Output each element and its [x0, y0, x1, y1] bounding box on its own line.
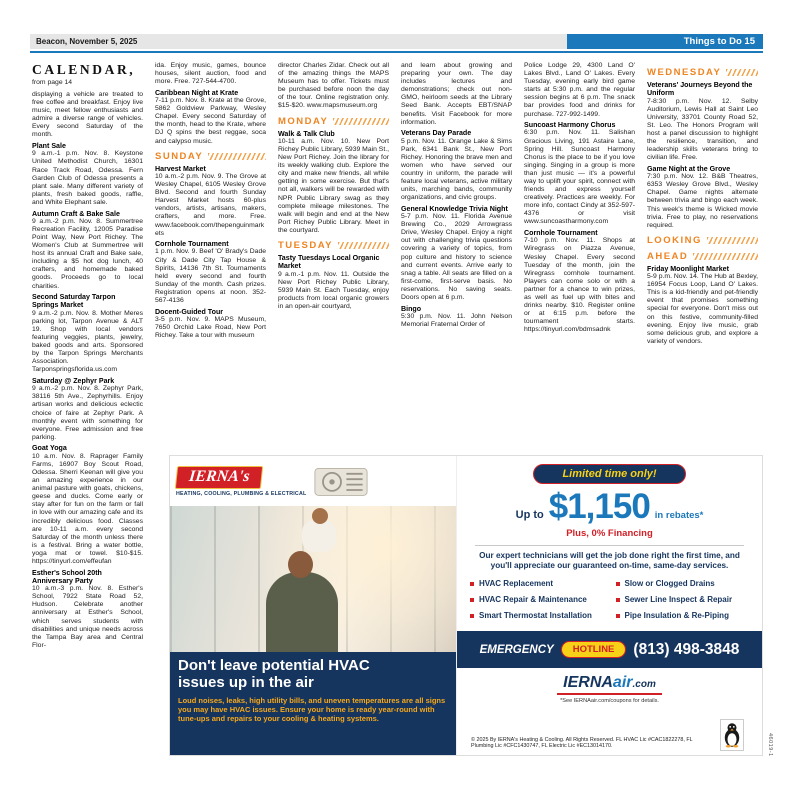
event-details: 10-11 a.m. Nov. 10. New Port Richey Public Library, 5939 Main St., New Port Richey. Join the library for its weekly walking club. Explore the city and make new friends, all while getting in some exercise. But that's not all, walkers will be rewarded with NPR Public Library swag as they complete mileage milestones. The walk will begin and end at the New Port Richey Public Library. Meet in the courtyard.: [278, 137, 389, 234]
rebate-amount: $1,150: [548, 487, 650, 526]
section-heading-looking: [647, 235, 758, 246]
hotline-badge: HOTLINE: [561, 641, 627, 658]
print-job-number: 46019-1: [767, 733, 773, 757]
continued-text: director Charles Zidar. Check out all of the amazing things the MAPS Museum has to offer. Tickets must be purchased before noon the day of the tour. Online registration only. $15-$20. www.mapsmuseum.org: [278, 62, 389, 110]
event-title-plant-sale: Plant Sale: [32, 142, 66, 151]
rebate-offer: [467, 487, 752, 527]
hatch-decoration: [338, 242, 389, 249]
hatch-decoration: [726, 69, 758, 76]
event-details: 5:30 p.m. Nov. 11. John Nelson Memorial Fraternal Order of: [401, 312, 512, 329]
calendar-column-3: [278, 62, 389, 452]
photo-parent-figure: [266, 572, 338, 652]
section-heading-sunday: [155, 151, 266, 162]
ierna-logo-band: [170, 456, 456, 506]
calendar-column-6: [647, 62, 758, 452]
event-details: 3-5 p.m. Nov. 9. MAPS Museum, 7650 Orchid Lake Road, New Port Richey. Take a tour with museum: [155, 315, 266, 340]
calendar-column-2: [155, 62, 266, 452]
event-details: 7-11 p.m. Nov. 8. Krate at the Grove, 5862 Goldview Parkway, Wesley Chapel. Every second Saturday of the month, head to the Krate, where DJ Q spins the best reggae, soca and calypso music.: [155, 97, 266, 145]
calendar-continued-label: from page 14: [32, 79, 73, 86]
section-label: AHEAD: [647, 250, 689, 262]
family-photo: [170, 506, 456, 652]
event-details: 5-9 p.m. Nov. 14. The Hub at Bexley, 16954 Focus Loop, Land O' Lakes. This is a kid-friendly and pet-friendly event that promises something special for everyone. Don't miss out on this festive, community-filled evening. Enjoy live music, grab some delicious grub, and explore a variety of vendors.: [647, 273, 758, 345]
continued-text: Police Lodge 29, 4300 Land O' Lakes Blvd., Land O' Lakes. Every Tuesday, evening early bird game starts at 5:30 p.m. and the regular session begins at 6 p.m. The snack bar provides food and drinks for purchase. 727-992-1499.: [524, 62, 635, 118]
section-heading-ahead: [647, 251, 758, 262]
photo-child-head: [312, 508, 328, 524]
event-title-second-saturday-tarpon-springs-market: Second Saturday Tarpon Springs Market: [32, 293, 116, 310]
page-header: [30, 34, 763, 49]
event-title-autumn-craft-bake-sale: Autumn Craft & Bake Sale: [32, 209, 120, 218]
section-label: SUNDAY: [155, 150, 204, 162]
iernaair-logo-part2: air: [612, 674, 633, 691]
ierna-logo: IERNA's: [175, 466, 264, 489]
iernaair-logo: [557, 674, 662, 695]
event-details: 10 a.m.-2 p.m. Nov. 9. The Grove at Wesley Chapel, 6105 Wesley Grove Blvd. Second and fourth Sunday Harvest Market hosts 60-plus vendors, artists, artisans, makers, crafters, and more. Free. www.facebook.com/thepenguinmarkets: [155, 172, 266, 237]
hatch-decoration: [208, 153, 266, 160]
service-item-hvac-repair-maintenance: HVAC Repair & Maintenance: [469, 592, 605, 608]
event-details: 1 p.m. Nov. 9. Beef 'O' Brady's Dade City & Dade City Tap House & Spirits, 14136 7th St. Tournaments held every second and fourth Sunday of the month. Cash prizes. Registration opens at noon. 352-567-4136: [155, 248, 266, 305]
ad-message-panel: [170, 652, 456, 755]
continued-text: and learn about growing and preparing your own. The day includes lectures and demonstrations; check out non-GMO, heirloom seeds at the Library Seed Bank. Accepts EBT/SNAP benefits. Visit Facebook for more information.: [401, 62, 512, 126]
calendar-column-1: [32, 62, 143, 762]
event-details: 7-10 p.m. Nov. 11. Shops at Wiregrass on Piazza Avenue, Wesley Chapel. Every second Tuesday of the month, join the Wiregrass cornhole tournament. Players can come solo or with a partner for a chance to win prizes, as well as fuel up with bites and drinks nearby. $10. Register online or at 6:15 p.m. before the tournament starts. https://tinyurl.com/bdmsadnk: [524, 237, 635, 334]
event-details: 5-7 p.m. Nov. 11. Florida Avenue Brewing Co., 2029 Arrowgrass Drive, Wesley Chapel. Enjoy a night out with challenging trivia questions covering a variety of topics, from pop culture and history to science and current events. Arrive early to snag a table. All seats are filled on a first-come, first-serve basis. No reservations. No saving seats. Doors open at 6 p.m.: [401, 213, 512, 302]
event-title-suncoast-harmony-chorus: Suncoast Harmony Chorus: [524, 121, 616, 130]
event-title-walk-talk-club: Walk & Talk Club: [278, 129, 335, 138]
ac-unit-illustration: [314, 463, 368, 499]
ierna-logo-block: [176, 466, 306, 497]
ad-left-panel: [170, 456, 457, 755]
hatch-decoration: [333, 118, 389, 125]
ad-right-panel: [457, 456, 762, 755]
ad-pitch: Our expert technicians will get the job done right the first time, and you'll appreciate our guaranteed on-time, same-day services.: [479, 551, 740, 570]
service-item-hvac-replacement: HVAC Replacement: [469, 576, 605, 592]
services-lists: [469, 576, 750, 624]
section-heading-monday: [278, 116, 389, 127]
event-details: 5 p.m. Nov. 11. Orange Lake & Sims Park, 6341 Bank St., New Port Richey. Honoring the brave men and women who have served our country in uniform, the parade will feature local veterans, active military units, marching bands, community organizations, and civic groups.: [401, 137, 512, 202]
section-label: WEDNESDAY: [647, 67, 722, 78]
section-heading-wednesday: [647, 67, 758, 78]
event-title-goat-yoga: Goat Yoga: [32, 444, 67, 453]
ad-disclaimer: *See IERNAair.com/coupons for details.: [560, 698, 659, 704]
event-title-game-night-at-the-grove: Game Night at the Grove: [647, 164, 731, 173]
section-label: MONDAY: [278, 115, 329, 127]
event-details: 10 a.m.-3 p.m. Nov. 8. Esther's School, 7922 State Road 52, Hudson. Celebrate another anniversary at Esther's School, which serves students with disabilities and unique needs across the Tampa Bay area and Central Flor-: [32, 585, 143, 649]
edition-label: Beacon, November 5, 2025: [30, 34, 567, 49]
up-to-label: Up to: [515, 509, 544, 521]
hatch-decoration: [693, 253, 758, 260]
event-title-harvest-market: Harvest Market: [155, 164, 206, 173]
ad-body-text: Loud noises, leaks, high utility bills, and uneven temperatures are all signs you may have HVAC issues. Ensure your home is ready year-round with tune-ups and repairs to your cooling & heating systems.: [178, 696, 446, 723]
event-title-friday-moonlight-market: Friday Moonlight Market: [647, 264, 729, 273]
ad-headline: Don't leave potential HVAC issues up in the air: [178, 657, 370, 691]
calendar-title: CALENDAR,: [32, 62, 136, 77]
event-title-veterans-day-parade: Veterans Day Parade: [401, 129, 472, 138]
event-title-bingo: Bingo: [401, 304, 422, 313]
section-label: TUESDAY: [278, 239, 334, 251]
limited-time-banner: Limited time only!: [533, 464, 685, 484]
ierna-advertisement: [169, 455, 763, 756]
event-title-docent-guided-tour: Docent-Guided Tour: [155, 307, 224, 316]
event-title-veterans-journeys-beyond-the-uniform: Veterans' Journeys Beyond the Uniform: [647, 81, 753, 98]
photo-parent-head: [288, 551, 313, 578]
divider: [475, 545, 744, 546]
penguin-mascot-icon: [720, 719, 744, 751]
ierna-tagline: HEATING, COOLING, PLUMBING & ELECTRICAL: [176, 490, 307, 497]
event-details: 7-8:30 p.m. Nov. 12. Selby Auditorium, Lewis Hall at Saint Leo University, 33701 County Road 52, St. Leo. The Honors Program will host a panel discussion to highlight the resilience, transition, and leadership skills veterans bring to civilian life. Free.: [647, 97, 758, 162]
calendar-column-4: [401, 62, 512, 452]
header-rule: [30, 51, 763, 53]
ad-footer: [467, 668, 752, 755]
emergency-bar: [457, 631, 762, 668]
section-label: LOOKING: [647, 234, 702, 246]
service-item-sewer-line-inspect-repair: Sewer Line Inspect & Repair: [615, 592, 751, 608]
event-details: 9 a.m.-1 p.m. Nov. 8. Keystone United Methodist Church, 16301 Race Track Road, Odessa. Fern Garden Club of Odessa presents a plant sale. Many different variety of plants, fresh baked goods, raffle, and White Elephant sale.: [32, 150, 143, 206]
event-details: 6:30 p.m. Nov. 11. Salishan Gracious Living, 191 Astaire Lane, Spring Hill. Suncoast Harmony Chorus is the place to be if you love singing. Singing in a group is more than just music — it's a powerful way to uplift your spirit, connect with friends and express yourself creatively. Practices are weekly. For more info, contact Cindy at 352-597-4376 or visit www.suncoastharmony.com: [524, 129, 635, 226]
rebate-suffix: in rebates*: [654, 510, 704, 521]
services-list-right: [615, 576, 751, 624]
event-details: 9 a.m.-2 p.m. Nov. 8. Summertree Recreation Facility, 12005 Paradise Point Way, New Port Richey. The Women's Club at Summertree will host its annual Craft and Bake sale, including a $5 hot dog lunch, 40 crafters, and homemade baked goods. Proceeds go to local charities.: [32, 217, 143, 290]
continued-text: displaying a vehicle are treated to free coffee and breakfast. Enjoy live music, meet fellow enthusiasts and admire a diverse range of vehicles. Every second Saturday of the month.: [32, 91, 143, 139]
event-title-cornhole-tournament: Cornhole Tournament: [524, 229, 598, 238]
event-title-esther-s-school-20th-anniversary-party: Esther's School 20th Anniversary Party: [32, 568, 102, 585]
iernaair-logo-part3: .com: [632, 679, 656, 690]
event-title-general-knowledge-trivia-night: General Knowledge Trivia Night: [401, 204, 508, 213]
emergency-phone: (813) 498-3848: [633, 640, 740, 658]
emergency-label: EMERGENCY: [479, 643, 554, 656]
service-item-smart-thermostat-installation: Smart Thermostat Installation: [469, 608, 605, 624]
photo-child-figure: [302, 520, 336, 552]
section-heading-tuesday: [278, 240, 389, 251]
service-item-pipe-insulation-re-piping: Pipe Insulation & Re-Piping: [615, 608, 751, 624]
ad-copyright: © 2025 By IERNA's Heating & Cooling. All Rights Reserved. FL HVAC Lic #CAC1822278, FL Plumbing Lic #CFC1430747, FL Electric Lic #EC13014170.: [471, 736, 693, 750]
event-title-caribbean-night-at-krate: Caribbean Night at Krate: [155, 88, 239, 97]
hatch-decoration: [707, 237, 758, 244]
event-details: 9 a.m.-1 p.m. Nov. 11. Outside the New Port Richey Public Library, 5939 Main St. Each Tuesday, enjoy products from local organic growers in an open-air courtyard,: [278, 270, 389, 310]
calendar-column-5: [524, 62, 635, 452]
continued-text: ida. Enjoy music, games, bounce houses, silent auction, food and more. Free. 727-544-4700.: [155, 62, 266, 86]
event-details: 9 a.m.-2 p.m. Nov. 8. Zephyr Park, 38116 5th Ave., Zephyrhills. Enjoy artisan works and delicious eclectic choice of faire at Zephyr Park. A monthly event with something for everyone. Free admission and free parking.: [32, 385, 143, 441]
event-details: 10 a.m. Nov. 8. Raprager Family Farms, 16907 Boy Scout Road, Odessa. Sherri Keenan will give you an amazing experience in our animal pasture with goats, chickens, geese and ducks. Come early or stay after for fun on the farm or fall in love with our amazing cafe and its incredibly delicious food. Classes are 10-11 a.m. every second Saturday of the month unless there is a festival. Bring a water bottle, yoga mat or towel. $10-$15. https://tinyurl.com/effeufan: [32, 452, 143, 565]
event-title-tasty-tuesdays-local-organic-market: Tasty Tuesdays Local Organic Market: [278, 253, 380, 271]
event-details: 9 a.m.-2 p.m. Nov. 8. Mother Meres parking lot, Tarpon Avenue & ALT 19. Shop with local vendors featuring veggies, plants, jewelry, baked goods and arts. Sponsored by the Tarpon Springs Merchants Association. Tarponspringsflorida.us.com: [32, 309, 143, 374]
financing-label: Plus, 0% Financing: [566, 528, 653, 539]
event-title-saturday-zephyr-park: Saturday @ Zephyr Park: [32, 377, 115, 385]
section-page-label: Things to Do 15: [567, 34, 763, 49]
event-title-cornhole-tournament: Cornhole Tournament: [155, 240, 229, 249]
iernaair-logo-part1: IERNA: [563, 674, 613, 691]
services-list-left: [469, 576, 605, 624]
event-details: 7:30 p.m. Nov. 12. B&B Theatres, 6353 Wesley Grove Blvd., Wesley Chapel. Game nights alternate between trivia and bingo each week. This week's theme is Wicked movie trivia. Free to play, no reservations required.: [647, 173, 758, 229]
service-item-slow-or-clogged-drains: Slow or Clogged Drains: [615, 576, 751, 592]
